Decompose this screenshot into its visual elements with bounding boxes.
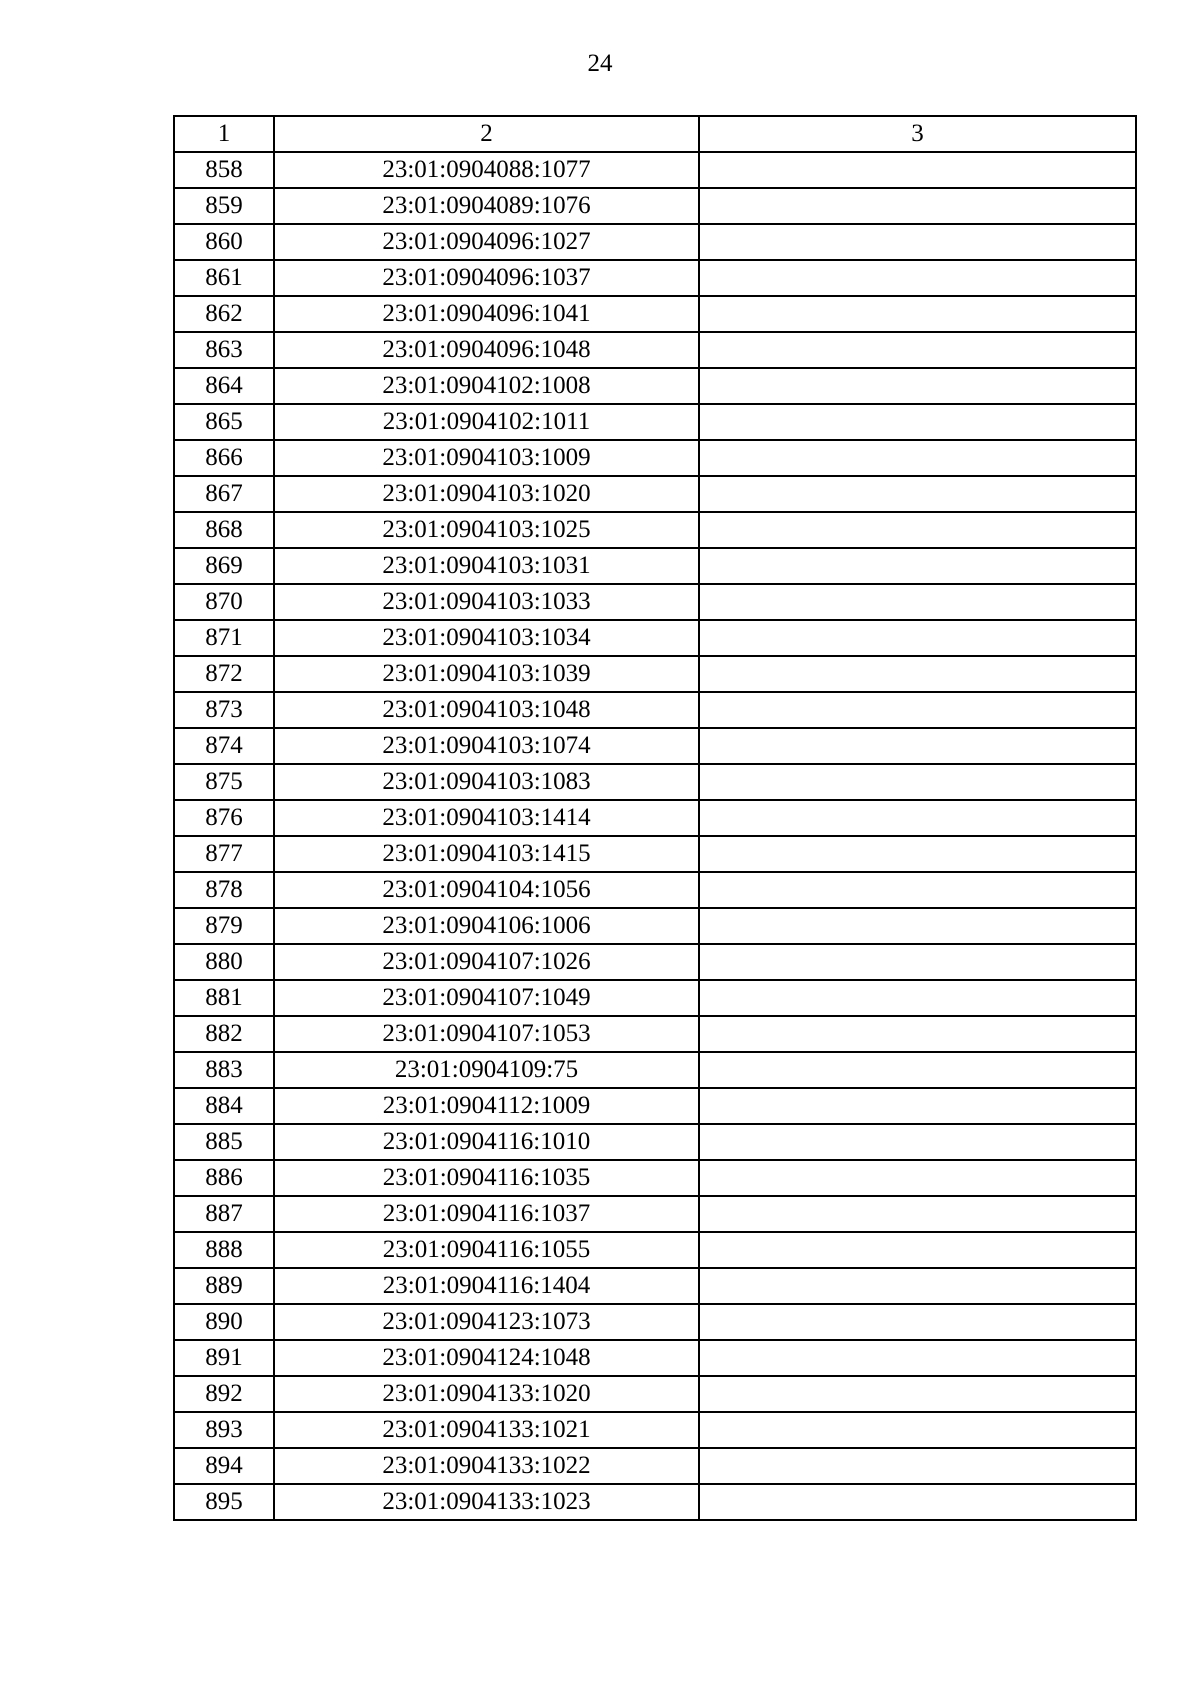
row-number-cell: 887: [174, 1196, 274, 1232]
table-row: [174, 836, 1136, 872]
row-number-cell: 893: [174, 1412, 274, 1448]
row-number-cell: 864: [174, 368, 274, 404]
note-cell: [699, 1088, 1136, 1124]
row-number-cell: 889: [174, 1268, 274, 1304]
table-row: [174, 476, 1136, 512]
cadastral-number-cell: 23:01:0904133:1021: [274, 1412, 699, 1448]
column-header-2: 2: [274, 116, 699, 152]
cadastral-number-cell: 23:01:0904096:1027: [274, 224, 699, 260]
cadastral-number-cell: 23:01:0904089:1076: [274, 188, 699, 224]
row-number-cell: 862: [174, 296, 274, 332]
row-number-cell: 873: [174, 692, 274, 728]
note-cell: [699, 1268, 1136, 1304]
row-number-cell: 885: [174, 1124, 274, 1160]
row-number-cell: 861: [174, 260, 274, 296]
note-cell: [699, 1160, 1136, 1196]
cadastral-number-cell: 23:01:0904107:1053: [274, 1016, 699, 1052]
note-cell: [699, 1412, 1136, 1448]
cadastral-number-cell: 23:01:0904103:1009: [274, 440, 699, 476]
header-row: [174, 116, 1136, 152]
cadastral-number-cell: 23:01:0904112:1009: [274, 1088, 699, 1124]
cadastral-number-cell: 23:01:0904096:1041: [274, 296, 699, 332]
note-cell: [699, 1124, 1136, 1160]
note-cell: [699, 1340, 1136, 1376]
row-number-cell: 894: [174, 1448, 274, 1484]
note-cell: [699, 188, 1136, 224]
note-cell: [699, 800, 1136, 836]
row-number-cell: 888: [174, 1232, 274, 1268]
row-number-cell: 895: [174, 1484, 274, 1520]
table-row: [174, 1304, 1136, 1340]
table-row: [174, 332, 1136, 368]
table-row: [174, 1268, 1136, 1304]
cadastral-number-cell: 23:01:0904096:1037: [274, 260, 699, 296]
table-row: [174, 1232, 1136, 1268]
cadastral-number-cell: 23:01:0904107:1049: [274, 980, 699, 1016]
note-cell: [699, 548, 1136, 584]
table-row: [174, 1196, 1136, 1232]
table-row: [174, 980, 1136, 1016]
table-row: [174, 692, 1136, 728]
note-cell: [699, 980, 1136, 1016]
note-cell: [699, 1052, 1136, 1088]
column-header-3: 3: [699, 116, 1136, 152]
cadastral-table: [173, 115, 1137, 1521]
cadastral-number-cell: 23:01:0904103:1039: [274, 656, 699, 692]
cadastral-number-cell: 23:01:0904102:1011: [274, 404, 699, 440]
row-number-cell: 883: [174, 1052, 274, 1088]
cadastral-number-cell: 23:01:0904103:1034: [274, 620, 699, 656]
row-number-cell: 866: [174, 440, 274, 476]
row-number-cell: 863: [174, 332, 274, 368]
cadastral-number-cell: 23:01:0904116:1055: [274, 1232, 699, 1268]
cadastral-number-cell: 23:01:0904116:1404: [274, 1268, 699, 1304]
cadastral-number-cell: 23:01:0904103:1415: [274, 836, 699, 872]
table-row: [174, 152, 1136, 188]
table-row: [174, 872, 1136, 908]
row-number-cell: 858: [174, 152, 274, 188]
table-row: [174, 548, 1136, 584]
note-cell: [699, 728, 1136, 764]
table-row: [174, 1412, 1136, 1448]
row-number-cell: 880: [174, 944, 274, 980]
note-cell: [699, 620, 1136, 656]
note-cell: [699, 872, 1136, 908]
cadastral-number-cell: 23:01:0904116:1010: [274, 1124, 699, 1160]
cadastral-number-cell: 23:01:0904123:1073: [274, 1304, 699, 1340]
cadastral-number-cell: 23:01:0904088:1077: [274, 152, 699, 188]
note-cell: [699, 224, 1136, 260]
row-number-cell: 874: [174, 728, 274, 764]
cadastral-number-cell: 23:01:0904103:1031: [274, 548, 699, 584]
cadastral-number-cell: 23:01:0904107:1026: [274, 944, 699, 980]
row-number-cell: 890: [174, 1304, 274, 1340]
cadastral-number-cell: 23:01:0904103:1083: [274, 764, 699, 800]
cadastral-number-cell: 23:01:0904096:1048: [274, 332, 699, 368]
row-number-cell: 870: [174, 584, 274, 620]
cadastral-number-cell: 23:01:0904133:1022: [274, 1448, 699, 1484]
row-number-cell: 892: [174, 1376, 274, 1412]
note-cell: [699, 1448, 1136, 1484]
table-row: [174, 1016, 1136, 1052]
note-cell: [699, 404, 1136, 440]
cadastral-number-cell: 23:01:0904133:1023: [274, 1484, 699, 1520]
cadastral-number-cell: 23:01:0904124:1048: [274, 1340, 699, 1376]
note-cell: [699, 296, 1136, 332]
row-number-cell: 860: [174, 224, 274, 260]
note-cell: [699, 368, 1136, 404]
table-row: [174, 1160, 1136, 1196]
table-row: [174, 188, 1136, 224]
table-row: [174, 908, 1136, 944]
table-row: [174, 800, 1136, 836]
cadastral-number-cell: 23:01:0904103:1414: [274, 800, 699, 836]
note-cell: [699, 1016, 1136, 1052]
note-cell: [699, 944, 1136, 980]
table-row: [174, 584, 1136, 620]
row-number-cell: 875: [174, 764, 274, 800]
note-cell: [699, 692, 1136, 728]
note-cell: [699, 584, 1136, 620]
cadastral-number-cell: 23:01:0904103:1020: [274, 476, 699, 512]
row-number-cell: 871: [174, 620, 274, 656]
row-number-cell: 891: [174, 1340, 274, 1376]
row-number-cell: 867: [174, 476, 274, 512]
row-number-cell: 869: [174, 548, 274, 584]
note-cell: [699, 1196, 1136, 1232]
table-row: [174, 260, 1136, 296]
page-number: 24: [587, 50, 613, 77]
row-number-cell: 884: [174, 1088, 274, 1124]
note-cell: [699, 152, 1136, 188]
note-cell: [699, 512, 1136, 548]
table-row: [174, 656, 1136, 692]
row-number-cell: 879: [174, 908, 274, 944]
table-row: [174, 944, 1136, 980]
note-cell: [699, 1304, 1136, 1340]
note-cell: [699, 1232, 1136, 1268]
column-header-1: 1: [174, 116, 274, 152]
note-cell: [699, 440, 1136, 476]
note-cell: [699, 332, 1136, 368]
table-row: [174, 764, 1136, 800]
row-number-cell: 881: [174, 980, 274, 1016]
row-number-cell: 876: [174, 800, 274, 836]
cadastral-number-cell: 23:01:0904116:1035: [274, 1160, 699, 1196]
table-row: [174, 404, 1136, 440]
note-cell: [699, 656, 1136, 692]
table-row: [174, 224, 1136, 260]
cadastral-number-cell: 23:01:0904133:1020: [274, 1376, 699, 1412]
table-row: [174, 1124, 1136, 1160]
table-row: [174, 512, 1136, 548]
table-row: [174, 620, 1136, 656]
note-cell: [699, 908, 1136, 944]
row-number-cell: 859: [174, 188, 274, 224]
table-row: [174, 1376, 1136, 1412]
cadastral-number-cell: 23:01:0904103:1025: [274, 512, 699, 548]
table-row: [174, 440, 1136, 476]
row-number-cell: 886: [174, 1160, 274, 1196]
cadastral-number-cell: 23:01:0904103:1074: [274, 728, 699, 764]
note-cell: [699, 836, 1136, 872]
note-cell: [699, 260, 1136, 296]
note-cell: [699, 1376, 1136, 1412]
cadastral-number-cell: 23:01:0904106:1006: [274, 908, 699, 944]
row-number-cell: 872: [174, 656, 274, 692]
table-row: [174, 1052, 1136, 1088]
cadastral-number-cell: 23:01:0904102:1008: [274, 368, 699, 404]
table-header: [174, 116, 1136, 152]
cadastral-number-cell: 23:01:0904103:1048: [274, 692, 699, 728]
row-number-cell: 868: [174, 512, 274, 548]
table-row: [174, 1448, 1136, 1484]
table-row: [174, 368, 1136, 404]
table-row: [174, 296, 1136, 332]
cadastral-number-cell: 23:01:0904103:1033: [274, 584, 699, 620]
note-cell: [699, 1484, 1136, 1520]
note-cell: [699, 764, 1136, 800]
note-cell: [699, 476, 1136, 512]
table-row: [174, 1484, 1136, 1520]
row-number-cell: 865: [174, 404, 274, 440]
table-row: [174, 1088, 1136, 1124]
table-row: [174, 1340, 1136, 1376]
row-number-cell: 878: [174, 872, 274, 908]
cadastral-number-cell: 23:01:0904109:75: [274, 1052, 699, 1088]
row-number-cell: 877: [174, 836, 274, 872]
row-number-cell: 882: [174, 1016, 274, 1052]
table-body: [174, 152, 1136, 1520]
cadastral-number-cell: 23:01:0904104:1056: [274, 872, 699, 908]
table-row: [174, 728, 1136, 764]
cadastral-number-cell: 23:01:0904116:1037: [274, 1196, 699, 1232]
